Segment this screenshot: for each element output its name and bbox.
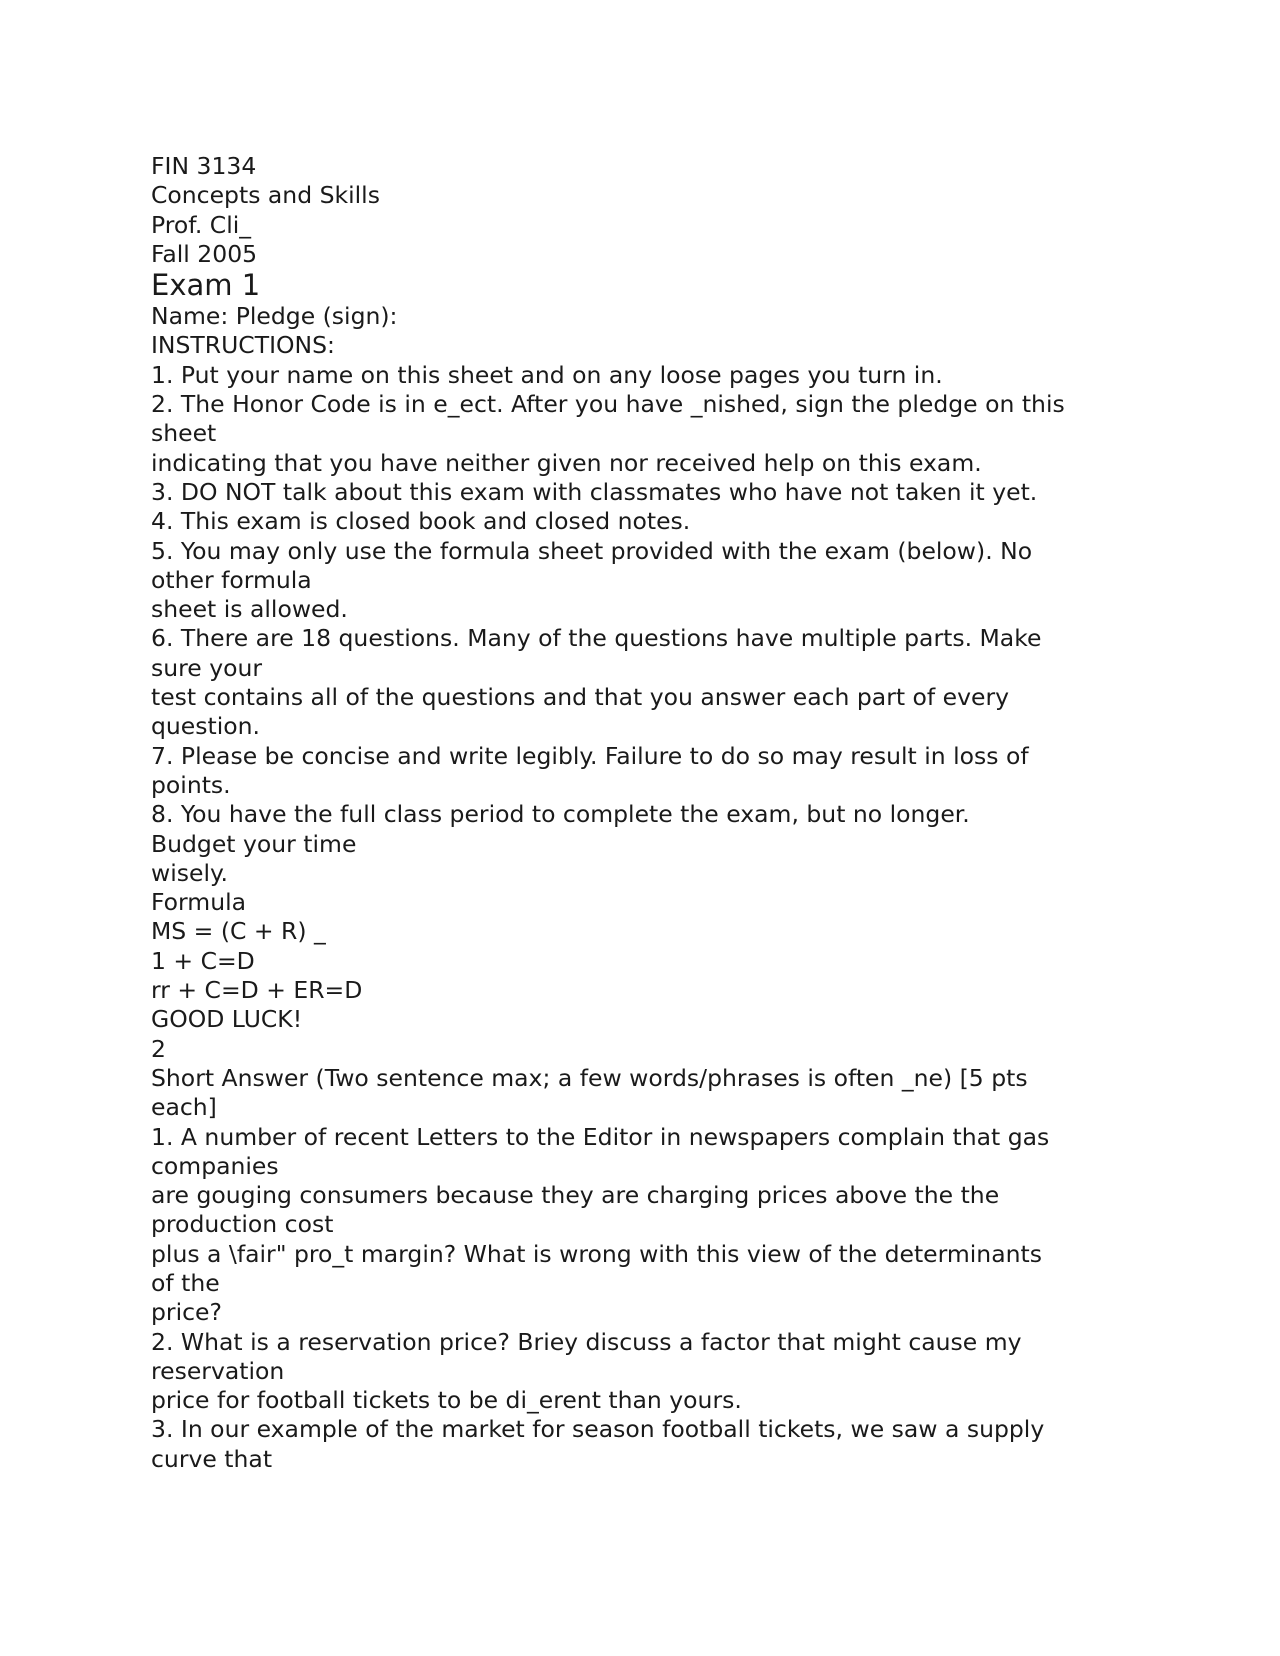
- short-answer-line: companies: [151, 1151, 279, 1180]
- course-subtitle: Concepts and Skills: [151, 181, 380, 210]
- instruction-line: points.: [151, 770, 231, 799]
- short-answer-line: plus a \fair" pro_t margin? What is wrong with this view of the determinants: [151, 1239, 1042, 1268]
- instruction-line: sure your: [151, 653, 263, 682]
- formula-line: 1 + C=D: [151, 946, 255, 975]
- short-answer-line: of the: [151, 1268, 220, 1297]
- instruction-line: indicating that you have neither given nor received help on this exam.: [151, 448, 982, 477]
- instruction-line: Budget your time: [151, 829, 357, 858]
- professor-name: Prof. Cli_: [151, 210, 252, 239]
- formula-line: rr + C=D + ER=D: [151, 976, 363, 1005]
- short-answer-line: Short Answer (Two sentence max; a few words/phrases is often _ne) [5 pts: [151, 1063, 1028, 1092]
- short-answer-line: production cost: [151, 1210, 334, 1239]
- formula-line: MS = (C + R) _: [151, 917, 326, 946]
- instruction-line: 1. Put your name on this sheet and on any loose pages you turn in.: [151, 360, 943, 389]
- short-answer-line: 3. In our example of the market for season football tickets, we saw a supply: [151, 1415, 1045, 1444]
- term: Fall 2005: [151, 239, 258, 268]
- formula-heading: Formula: [151, 888, 247, 917]
- course-code: FIN 3134: [151, 152, 257, 180]
- instruction-line: 4. This exam is closed book and closed notes.: [151, 507, 691, 536]
- instruction-line: 8. You have the full class period to complete the exam, but no longer.: [151, 800, 970, 829]
- short-answer-line: 2. What is a reservation price? Briey discuss a factor that might cause my: [151, 1327, 1022, 1356]
- short-answer-line: 1. A number of recent Letters to the Editor in newspapers complain that gas: [151, 1122, 1050, 1151]
- instruction-line: 7. Please be concise and write legibly. Failure to do so may result in loss of: [151, 741, 1029, 770]
- instruction-line: wisely.: [151, 858, 229, 887]
- page-number: 2: [151, 1034, 166, 1063]
- instruction-line: 6. There are 18 questions. Many of the questions have multiple parts. Make: [151, 624, 1042, 653]
- instruction-line: question.: [151, 712, 260, 741]
- instruction-line: 2. The Honor Code is in e_ect. After you have _nished, sign the pledge on this: [151, 390, 1065, 419]
- instruction-line: sheet: [151, 419, 217, 448]
- instructions-heading: INSTRUCTIONS:: [151, 331, 335, 360]
- instruction-line: 3. DO NOT talk about this exam with classmates who have not taken it yet.: [151, 477, 1038, 506]
- short-answer-line: price for football tickets to be di_erent than yours.: [151, 1386, 742, 1415]
- exam-title: Exam 1: [151, 268, 261, 303]
- instruction-line: sheet is allowed.: [151, 595, 348, 624]
- name-pledge-line: Name: Pledge (sign):: [151, 302, 398, 331]
- exam-document: [151, 152, 1141, 1474]
- instruction-line: other formula: [151, 565, 312, 594]
- instruction-line: test contains all of the questions and that you answer each part of every: [151, 683, 1010, 712]
- short-answer-line: curve that: [151, 1444, 273, 1473]
- short-answer-line: price?: [151, 1298, 222, 1327]
- short-answer-line: are gouging consumers because they are charging prices above the the: [151, 1181, 1000, 1210]
- instruction-line: 5. You may only use the formula sheet provided with the exam (below). No: [151, 536, 1033, 565]
- short-answer-line: each]: [151, 1093, 217, 1122]
- good-luck: GOOD LUCK!: [151, 1005, 303, 1034]
- short-answer-line: reservation: [151, 1356, 285, 1385]
